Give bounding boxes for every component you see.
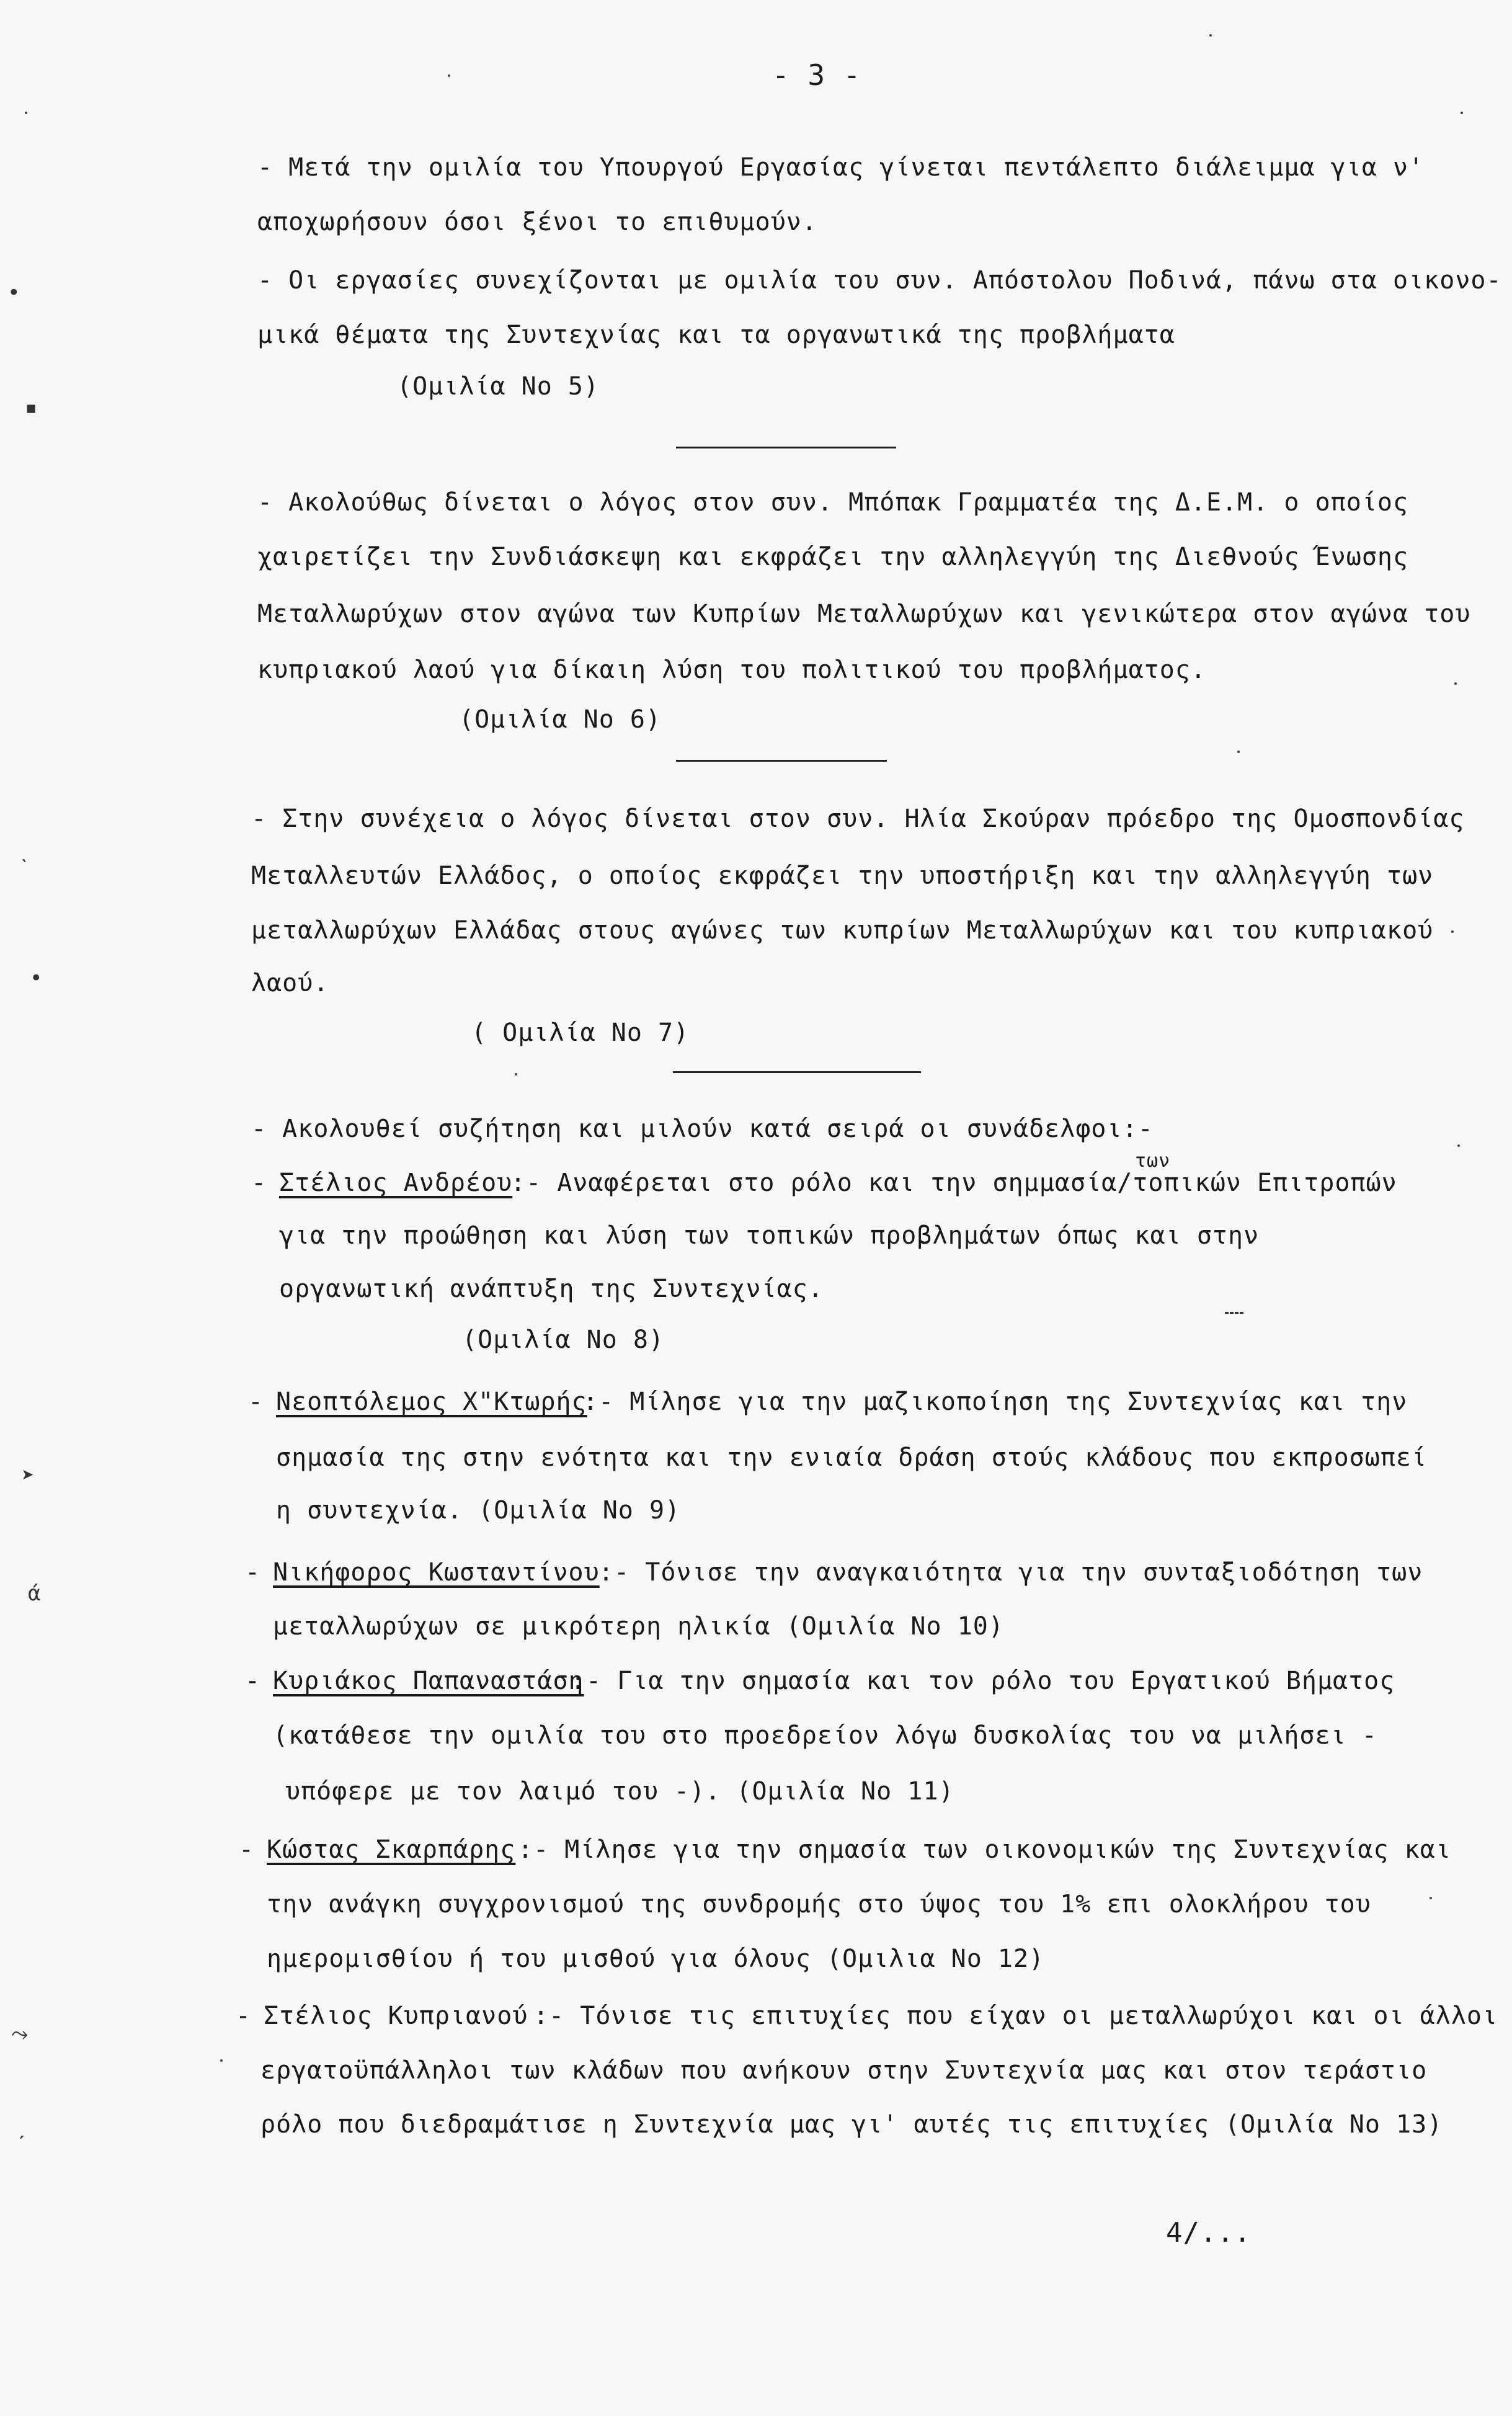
scan-dot: [1461, 112, 1463, 114]
insertion-above: των: [1135, 1150, 1171, 1172]
scan-dot: [515, 1073, 517, 1076]
paragraph-2-line-1: - Οι εργασίες συνεχίζονται με ομιλία του συν. Απόστολου Ποδινά, πάνω στα οικονο-: [257, 266, 1502, 295]
paragraph-4-line-3: μεταλλωρύχων Ελλάδας στους αγώνες των κυπρίων Μεταλλωρύχων και του κυπριακού: [251, 916, 1434, 945]
scan-dot: [220, 2059, 223, 2062]
speaker-text-line-1: :- Μίλησε για την μαζικοποίηση της Συντεχνίας και την: [583, 1388, 1408, 1416]
paragraph-3-line-1: - Ακολούθως δίνεται ο λόγος στον συν. Μπόπακ Γραμματέα της Δ.Ε.Μ. ο οποίος: [257, 488, 1409, 517]
speaker-name: Κώστας Σκαρπάρης: [267, 1835, 516, 1864]
speaker-text-line-2: μεταλλωρύχων σε μικρότερη ηλικία (Ομιλία Νο 10): [273, 1612, 1004, 1641]
speaker-text-line-3: οργανωτική ανάπτυξη της Συντεχνίας.: [279, 1275, 824, 1303]
continuation-marker: 4/...: [1166, 2217, 1252, 2249]
paragraph-3-line-3: Μεταλλωρύχων στον αγώνα των Κυπρίων Μεταλλωρύχων και γενικώτερα στον αγώνα του: [257, 600, 1471, 628]
speaker-text-line-2: εργατοϋπάλληλοι των κλάδων που ανήκουν στην Συντεχνία μας και στον τεράστιο: [260, 2056, 1428, 2085]
speech-reference-8: (Ομιλία Νο 8): [462, 1326, 665, 1354]
speaker-name: Νικήφορος Κωσταντίνου: [273, 1558, 600, 1587]
paragraph-2-line-2: μικά θέματα της Συντεχνίας και τα οργανωτικά της προβλήματα: [257, 321, 1175, 349]
speaker-text-line-1: :- Τόνισε τις επιτυχίες που είχαν οι μεταλλωρύχοι και οι άλλοι: [533, 2002, 1498, 2030]
speaker-name: Κυριάκος Παπαναστάση: [273, 1667, 584, 1695]
speaker-name: Στέλιος Κυπριανού: [264, 2002, 528, 2030]
speaker-text-line-2: για την προώθηση και λύση των τοπικών προβλημάτων όπως και στην: [279, 1221, 1260, 1250]
speaker-text-line-1: :- Για την σημασία και τον ρόλο του Εργατικού Βήματος: [571, 1667, 1395, 1695]
scan-dot: [1430, 1897, 1432, 1899]
paragraph-1-line-2: αποχωρήσουν όσοι ξένοι το επιθυμούν.: [257, 208, 817, 236]
paragraph-4-line-1: - Στην συνέχεια ο λόγος δίνεται στον συν. Ηλία Σκούραν πρόεδρο της Ομοσπονδίας: [251, 805, 1465, 833]
speaker-text-line-1: :- Αναφέρεται στο ρόλο και την σημμασία/τοπικών Επιτροπών: [510, 1169, 1397, 1197]
section-divider: [673, 1071, 921, 1073]
scan-speck: ⤳: [11, 2022, 29, 2046]
speech-reference-7: ( Ομιλία Νο 7): [471, 1019, 690, 1047]
speaker-dash: -: [251, 1169, 267, 1197]
scan-speck: ά: [28, 1581, 41, 1606]
speaker-text-line-3: ρόλο που διεδραμάτισε η Συντεχνία μας γι' αυτές τις επιτυχίες (Ομιλία Νο 13): [260, 2110, 1443, 2139]
paragraph-3-line-2: χαιρετίζει την Συνδιάσκεψη και εκφράζει την αλληλεγγύη της Διεθνούς Ένωσης: [257, 543, 1409, 571]
scan-speck: ˊ: [16, 2132, 29, 2157]
scan-speck: ➤: [22, 1463, 35, 1488]
section-divider: [676, 760, 887, 762]
speech-reference-6: (Ομιλία Νο 6): [459, 705, 662, 734]
scan-speck: ▪: [25, 395, 38, 420]
paragraph-3-line-4: κυπριακού λαού για δίκαιη λύση του πολιτικού του προβλήματος.: [257, 656, 1207, 684]
speaker-text-line-3: ημερομισθίου ή του μισθού για όλους (Ομιλια Νο 12): [267, 1945, 1045, 1973]
scan-dot: [1237, 751, 1240, 753]
speaker-text-line-2: (κατάθεσε την ομιλία του στο προεδρείον λόγω δυσκολίας του να μιλήσει -: [273, 1721, 1377, 1750]
paragraph-4-line-4: λαού.: [251, 969, 329, 997]
paragraph-1-line-1: - Μετά την ομιλία του Υπουργού Εργασίας γίνεται πεντάλεπτο διάλειμμα για ν': [257, 153, 1425, 182]
scan-speck: ˋ: [19, 855, 32, 880]
section-divider: [676, 447, 896, 448]
scan-speck: •: [7, 280, 20, 305]
paragraph-4-line-2: Μεταλλευτών Ελλάδος, ο οποίος εκφράζει την υποστήριξη και την αλληλεγγύη των: [251, 862, 1434, 890]
scan-dot: [1454, 682, 1457, 685]
scan-speck: •: [30, 966, 43, 991]
speaker-text-line-3: η συντεχνία. (Ομιλία Νο 9): [276, 1496, 681, 1525]
scan-dash: [1225, 1312, 1243, 1314]
speaker-name: Στέλιος Ανδρέου: [279, 1169, 513, 1197]
scan-dot: [1209, 34, 1212, 37]
scan-dot: [1457, 1144, 1460, 1147]
discussion-intro: - Ακολουθεί συζήτηση και μιλούν κατά σειρά οι συνάδελφοι:-: [251, 1115, 1154, 1143]
speaker-dash: -: [245, 1558, 261, 1587]
speaker-dash: -: [245, 1667, 261, 1695]
speaker-text-line-1: :- Τόνισε την αναγκαιότητα για την συνταξιοδότηση των: [598, 1558, 1423, 1587]
speaker-dash: -: [248, 1388, 264, 1416]
scan-dot: [448, 74, 450, 77]
speaker-dash: -: [236, 2002, 252, 2030]
speaker-text-line-2: την ανάγκη συγχρονισμού της συνδρομής στο ύψος του 1% επι ολοκλήρου του: [267, 1890, 1371, 1919]
scan-dot: [25, 112, 27, 114]
speaker-dash: -: [239, 1835, 255, 1864]
speaker-text-line-3: υπόφερε με τον λαιμό του -). (Ομιλία Νο 11): [285, 1777, 954, 1806]
speaker-text-line-2: σημασία της στην ενότητα και την ενιαία δράση στούς κλάδους που εκπροσωπεί: [276, 1443, 1428, 1472]
speech-reference-5: (Ομιλία Νο 5): [397, 372, 600, 401]
scan-dot: [1451, 930, 1454, 933]
page-number: - 3 -: [772, 58, 861, 92]
speaker-name: Νεοπτόλεμος Χ"Κτωρής: [276, 1388, 587, 1416]
speaker-text-line-1: :- Μίλησε για την σημασία των οικονομικών της Συντεχνίας και: [518, 1835, 1451, 1864]
